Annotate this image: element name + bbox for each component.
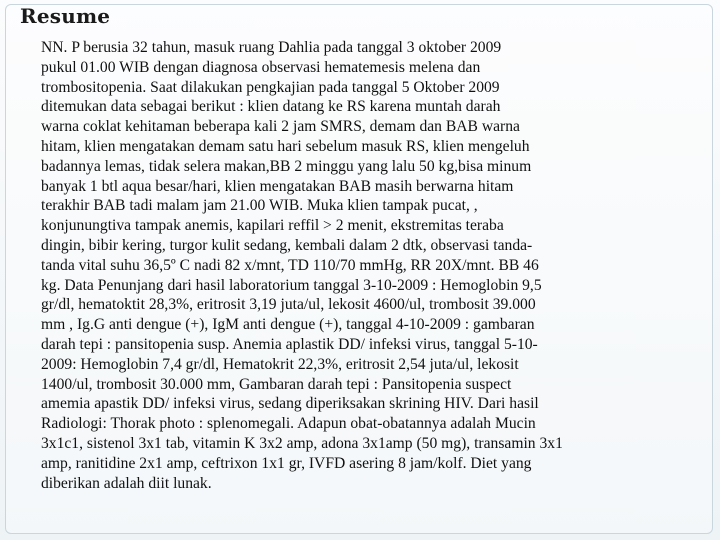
resume-paragraph: NN. P berusia 32 tahun, masuk ruang Dahlia pada tanggal 3 oktober 2009 pukul 01.00 WIB dengan diagnosa observasi hematemesis melena dan trombositopenia. Saat dilakukan pengkajian pada tanggal 5 Oktober 2009 ditemukan data sebagai berikut : klien datang ke RS karena muntah darah warna coklat kehitaman beberapa kali 2 jam SMRS, demam dan BAB warna hitam, klien mengatakan demam satu hari sebelum masuk RS, klien mengeluh badannya lemas, tidak selera makan,BB 2 minggu yang lalu 50 kg,bisa minum banyak 1 btl aqua besar/hari, klien mengatakan BAB masih berwarna hitam terakhir BAB tadi malam jam 21.00 WIB. Muka klien tampak pucat, , konjunungtiva tampak anemis, kapilari reffil > 2 menit, ekstremitas teraba dingin, bibir kering, turgor kulit sedang, kembali dalam 2 dtk, observasi tanda- tanda vital suhu 36,5º C nadi 82 x/mnt, TD 110/70 mmHg, RR 20X/mnt. BB 46 kg. Data Penunjang dari hasil laboratorium tanggal 3-10-2009 : Hemoglobin 9,5 gr/dl, hematoktit 28,3%, eritrosit 3,19 juta/ul, lekosit 4600/ul, trombosit 39.000 mm , Ig.G anti dengue (+), IgM anti dengue (+), tanggal 4-10-2009 : gambaran darah tepi : pansitopenia susp. Anemia aplastik DD/ infeksi virus, tanggal 5-10- 2009: Hemoglobin 7,4 gr/dl, Hematokrit 22,3%, eritrosit 2,54 juta/ul, lekosit 1400/ul, trombosit 30.000 mm, Gambaran darah tepi : Pansitopenia suspect amemia apastik DD/ infeksi virus, sedang diperiksakan skrining HIV. Dari hasil Radiologi: Thorak photo : splenomegali. Adapun obat-obatannya adalah Mucin 3x1c1, sistenol 3x1 tab, vitamin K 3x2 amp, adona 3x1amp (50 mg), transamin 3x1 amp, ranitidine 2x1 amp, ceftrixon 1x1 gr, IVFD asering 8 jam/kolf. Diet yang diberikan adalah diit lunak.	[41, 39, 563, 492]
slide-title: Resume	[20, 4, 111, 28]
